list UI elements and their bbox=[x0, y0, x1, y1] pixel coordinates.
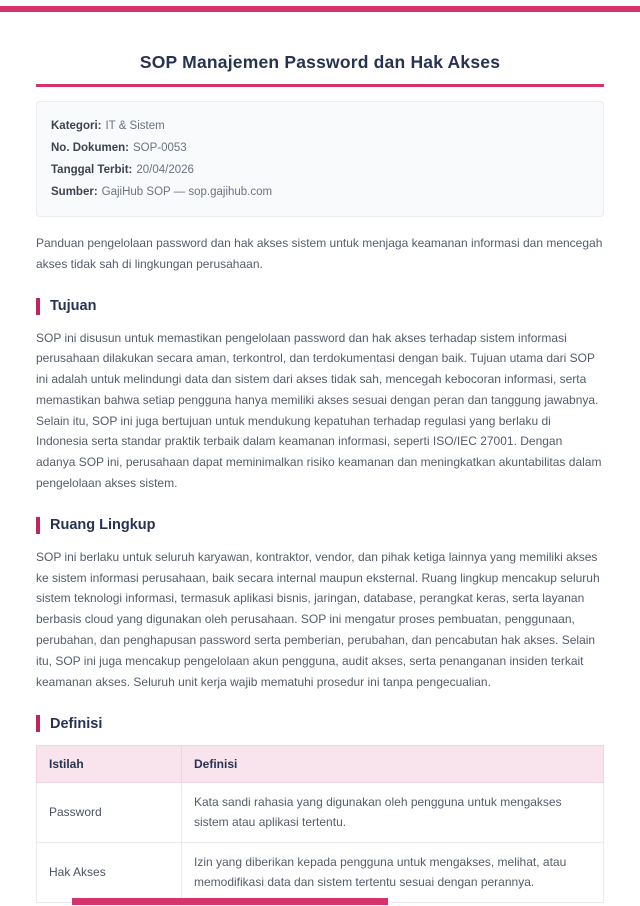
metadata-box bbox=[36, 101, 604, 217]
metadata-label: Tanggal Terbit: bbox=[51, 163, 133, 176]
section-heading-definisi bbox=[36, 715, 604, 732]
term-cell: Hak Akses bbox=[37, 843, 182, 903]
table-header-definisi: Definisi bbox=[182, 746, 604, 783]
metadata-value: IT & Sistem bbox=[105, 119, 165, 132]
section-heading-label: Tujuan bbox=[50, 298, 97, 314]
metadata-row-no-dokumen bbox=[51, 137, 589, 159]
metadata-row-tanggal-terbit bbox=[51, 159, 589, 181]
document-page bbox=[36, 0, 604, 903]
metadata-row-sumber bbox=[51, 181, 589, 203]
document-title: SOP Manajemen Password dan Hak Akses bbox=[139, 52, 501, 72]
heading-accent-bar bbox=[36, 298, 40, 315]
heading-accent-bar bbox=[36, 715, 40, 732]
section-body-ruang-lingkup: SOP ini berlaku untuk seluruh karyawan, kontraktor, vendor, dan pihak ketiga lainnya yang memiliki akses ke sistem informasi perusahaan, baik secara internal maupun eksternal. Ruang lingkup mencakup seluruh sistem teknologi informasi, termasuk aplikasi bisnis, jaringan, database, perangkat keras, serta layanan berbasis cloud yang digunakan oleh perusahaan. SOP ini mengatur proses pembuatan, penggunaan, perubahan, dan penghapusan password serta pemberian, perubahan, dan pencabutan hak akses. Selain itu, SOP ini juga mencakup pengelolaan akun pengguna, audit akses, serta penanganan insiden terkait keamanan akses. Seluruh unit kerja wajib mematuhi prosedur ini tanpa pengecualian. bbox=[36, 549, 600, 689]
section-heading-ruang-lingkup bbox=[36, 517, 604, 534]
heading-accent-bar bbox=[36, 517, 40, 534]
table-header-istilah: Istilah bbox=[37, 746, 182, 783]
definitions-table bbox=[36, 745, 604, 903]
section-heading-label: Ruang Lingkup bbox=[50, 517, 156, 534]
table-row bbox=[37, 843, 604, 903]
metadata-label: Kategori: bbox=[51, 119, 102, 132]
metadata-label: No. Dokumen: bbox=[51, 141, 129, 154]
section-body-tujuan: SOP ini disusun untuk memastikan pengelolaan password dan hak akses terhadap sistem informasi perusahaan dilakukan secara aman, terkontrol, dan terdokumentasi dengan baik. Tujuan utama dari SOP ini adalah untuk melindungi data dan sistem dari akses tidak sah, mencegah kebocoran informasi, serta memastikan bahwa setiap pengguna hanya memiliki akses sesuai dengan peran dan tanggung jawabnya. Selain itu, SOP ini juga bertujuan untuk mendukung kepatuhan terhadap regulasi yang berlaku di Indonesia serta standar praktik terbaik dalam keamanan informasi, seperti ISO/IEC 27001. Dengan adanya SOP ini, perusahaan dapat meminimalkan risiko keamanan dan meningkatkan akuntabilitas dalam pengelolaan akses sistem. bbox=[36, 330, 602, 491]
metadata-value: SOP-0053 bbox=[132, 141, 187, 154]
metadata-row-kategori bbox=[51, 115, 589, 137]
table-header-row bbox=[37, 746, 604, 783]
metadata-label: Sumber: bbox=[51, 185, 98, 198]
section-heading-label: Definisi bbox=[50, 715, 103, 732]
table-row bbox=[37, 783, 604, 843]
section-heading-tujuan bbox=[36, 298, 604, 315]
term-cell: Password bbox=[37, 783, 182, 843]
definition-cell: Kata sandi rahasia yang digunakan oleh pengguna untuk mengakses sistem atau aplikasi tertentu. bbox=[182, 783, 604, 843]
title-underline bbox=[36, 84, 604, 87]
intro-paragraph: Panduan pengelolaan password dan hak akses sistem untuk menjaga keamanan informasi dan mencegah akses tidak sah di lingkungan perusahaan. bbox=[36, 235, 603, 271]
bottom-accent-bar bbox=[72, 898, 388, 905]
metadata-value: GajiHub SOP — sop.gajihub.com bbox=[101, 185, 273, 198]
definition-cell: Izin yang diberikan kepada pengguna untuk mengakses, melihat, atau memodifikasi data dan sistem tertentu sesuai dengan perannya. bbox=[182, 843, 604, 903]
metadata-value: 20/04/2026 bbox=[136, 163, 194, 176]
